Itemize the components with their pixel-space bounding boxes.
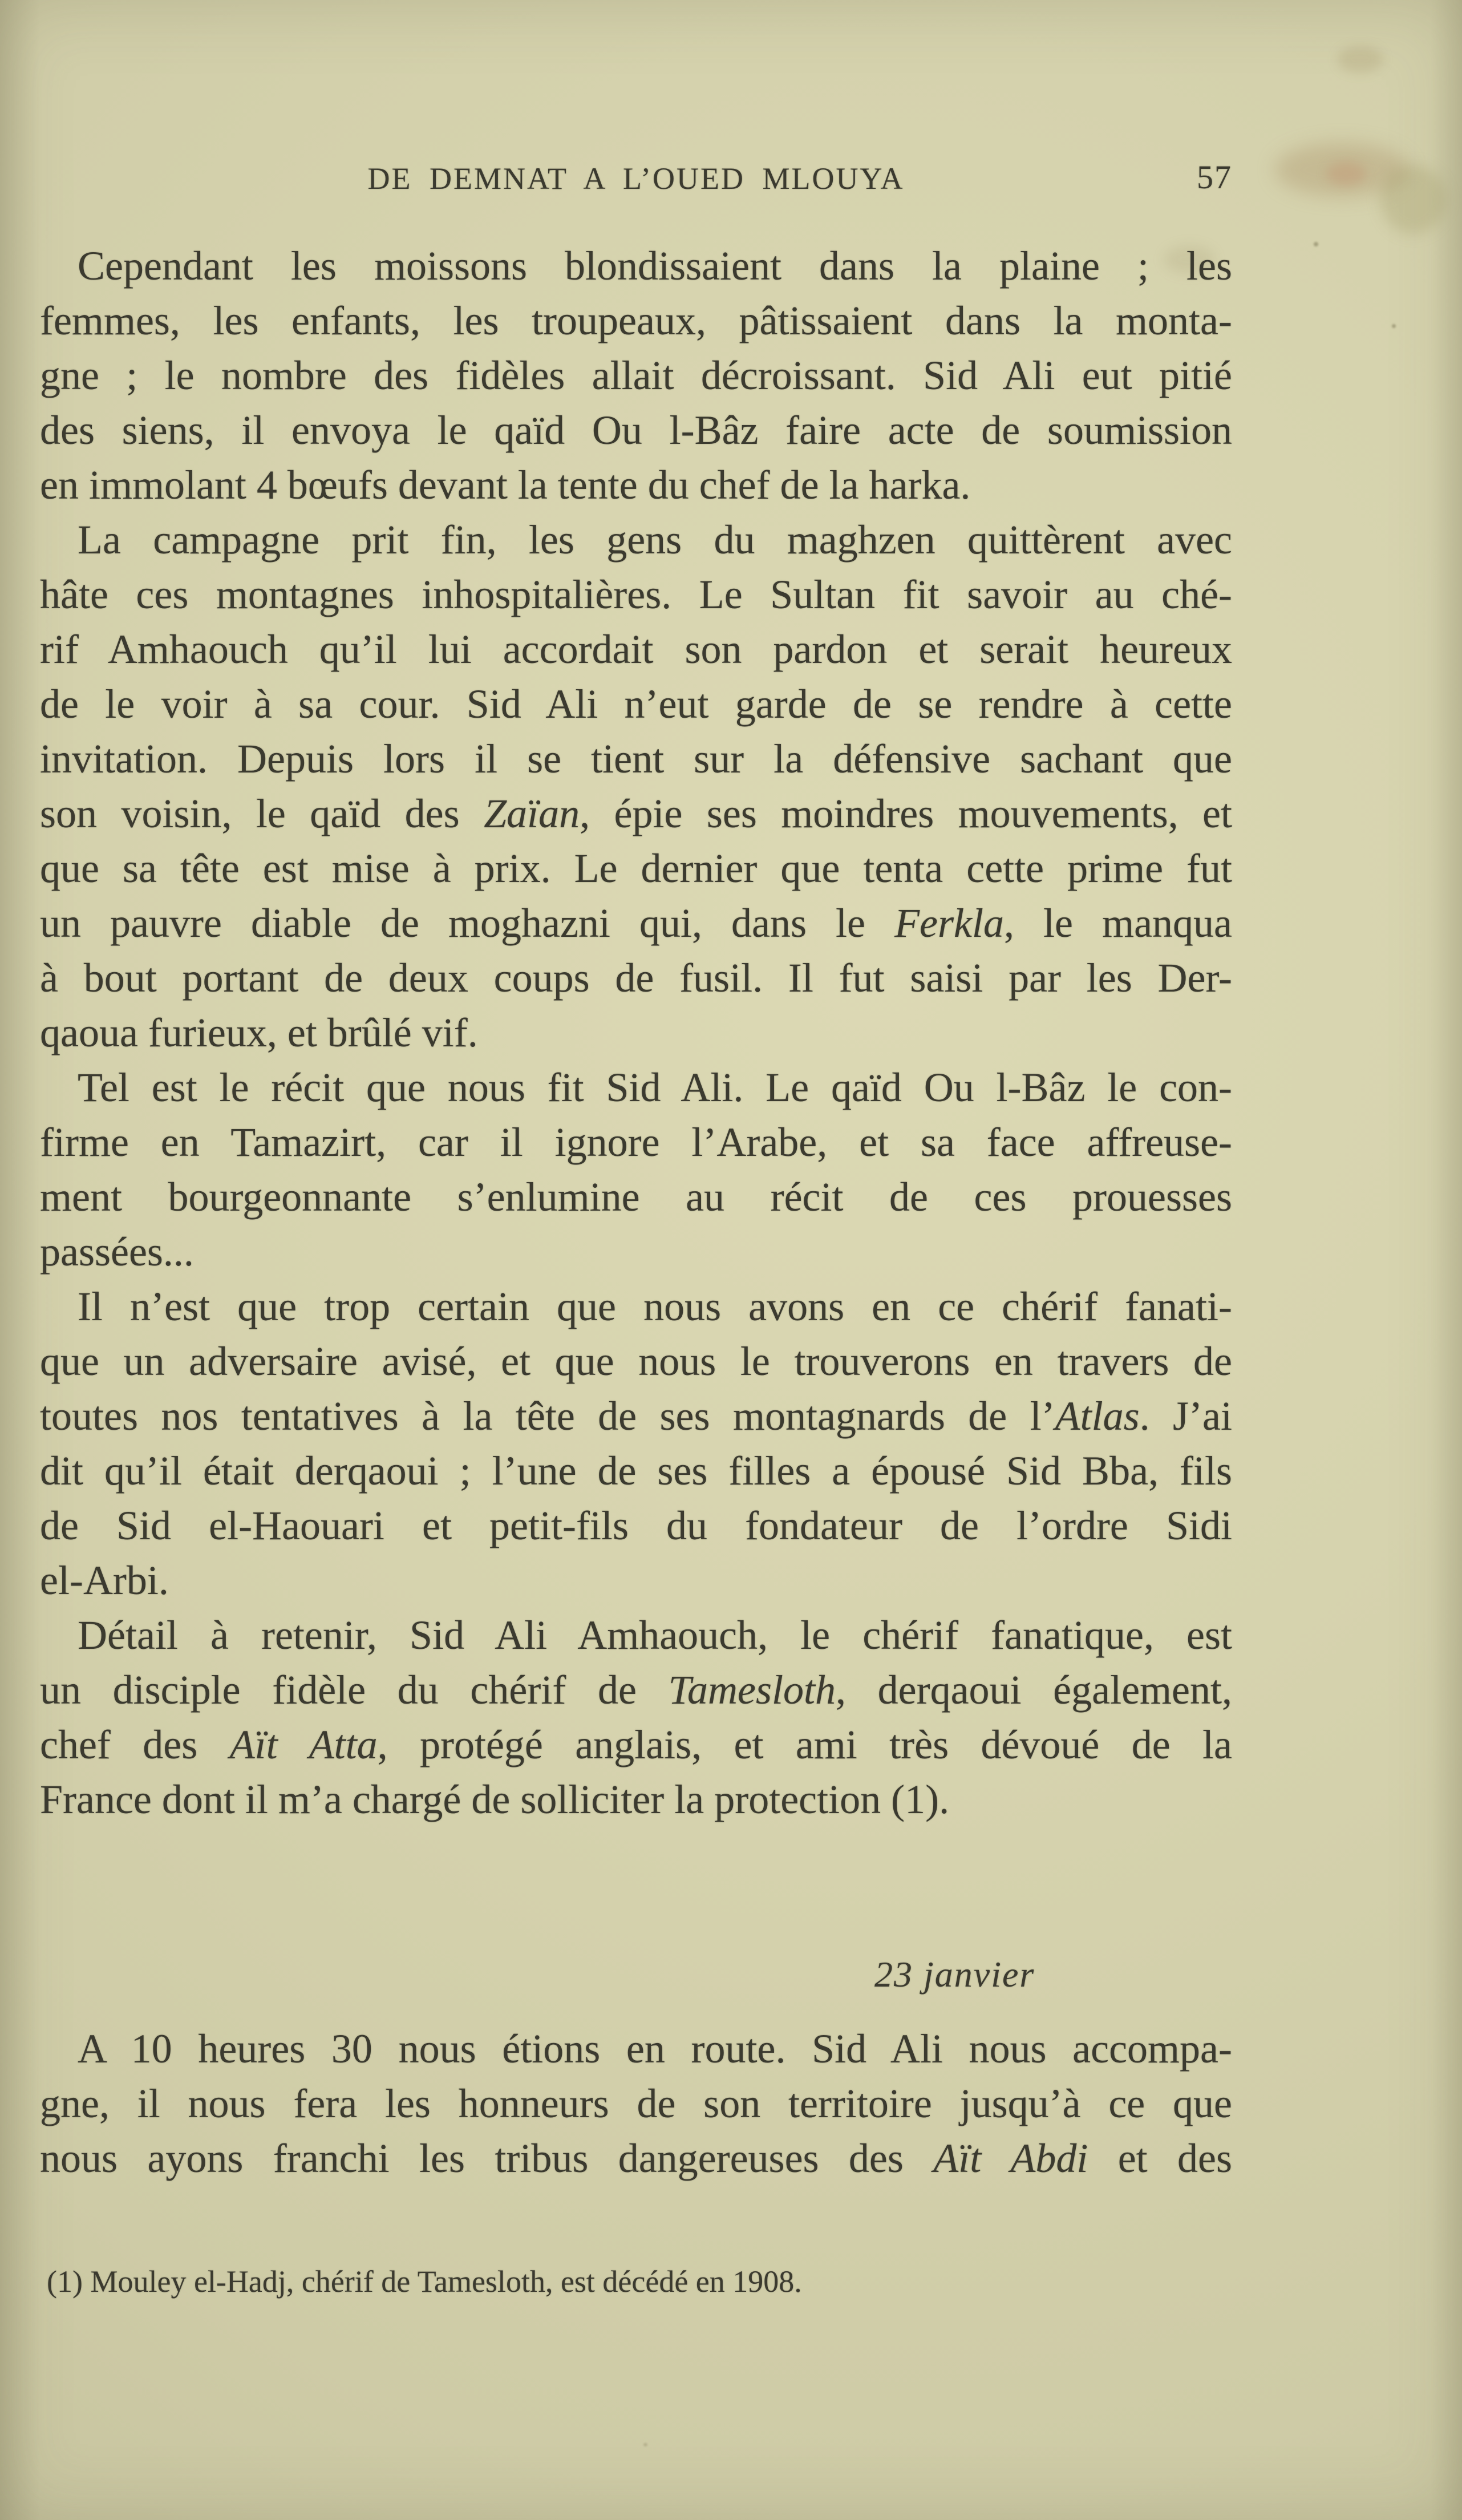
date-heading-area — [874, 1952, 1274, 1997]
text-line: femmes, les enfants, les troupeaux, pâtissaient dans la monta- — [40, 298, 1232, 343]
footnote-area — [40, 2263, 1232, 2300]
text-line: firme en Tamazirt, car il ignore l’Arabe, et sa face affreuse- — [40, 1119, 1232, 1165]
paper-stain — [1275, 143, 1409, 197]
text-line: son voisin, le qaïd des Zaïan, épie ses moindres mouvements, et — [40, 791, 1232, 836]
text-line: passées... — [40, 1229, 194, 1275]
date-heading — [874, 1952, 1274, 1997]
text-line: Tel est le récit que nous fit Sid Ali. Le qaïd Ou l-Bâz le con- — [78, 1065, 1232, 1110]
running-header-title: DE DEMNAT A L’OUED MLOUYA — [367, 161, 905, 196]
text-line: de Sid el-Haouari et petit-fils du fondateur de l’ordre Sidi — [40, 1503, 1232, 1548]
body-text-after-date — [40, 2021, 1232, 2186]
text-line: un disciple fidèle du chérif de Tamesloth, derqaoui également, — [40, 1667, 1233, 1713]
text-line: 23 janvier — [874, 1954, 1035, 1995]
text-line: gne, il nous fera les honneurs de son territoire jusqu’à ce que — [40, 2081, 1232, 2126]
text-line: La campagne prit fin, les gens du maghzen quittèrent avec — [78, 517, 1232, 563]
text-line: Il n’est que trop certain que nous avons en ce chérif fanati- — [78, 1284, 1232, 1329]
text-line: ment bourgeonnante s’enlumine au récit de ces prouesses — [40, 1174, 1232, 1220]
paragraph — [40, 1060, 1232, 1279]
text-line: toutes nos tentatives à la tête de ses montagnards de l’Atlas. J’ai — [40, 1393, 1232, 1439]
paragraph — [40, 512, 1232, 1060]
paragraph — [40, 238, 1232, 512]
text-line: (1) Mouley el-Hadj, chérif de Tamesloth, est décédé en 1908. — [47, 2264, 802, 2299]
text-line: à bout portant de deux coups de fusil. Il fut saisi par les Der- — [40, 955, 1232, 1001]
ink-speck — [1392, 324, 1396, 328]
ink-speck — [643, 2443, 647, 2446]
paragraph — [40, 1608, 1232, 1827]
page-number: 57 — [1197, 159, 1232, 196]
paragraph — [40, 2021, 1232, 2186]
page-gutter-shadow — [0, 0, 40, 2520]
text-line: rif Amhaouch qu’il lui accordait son pardon et serait heureux — [40, 626, 1232, 672]
text-line: A 10 heures 30 nous étions en route. Sid Ali nous accompa- — [78, 2026, 1232, 2072]
page-edge-shadow — [1431, 0, 1462, 2520]
text-line: el-Arbi. — [40, 1558, 169, 1603]
text-line: des siens, il envoya le qaïd Ou l-Bâz faire acte de soumission — [40, 407, 1232, 453]
body-text — [40, 238, 1232, 1827]
text-line: hâte ces montagnes inhospitalières. Le Sultan fit savoir au ché- — [40, 572, 1232, 617]
ink-speck — [1314, 242, 1318, 246]
text-line: en immolant 4 bœufs devant la tente du chef de la harka. — [40, 462, 971, 508]
text-line: Cependant les moissons blondissaient dans la plaine ; les — [78, 243, 1232, 289]
text-line: que un adversaire avisé, et que nous le trouverons en travers de — [40, 1338, 1232, 1384]
text-line: invitation. Depuis lors il se tient sur la défensive sachant que — [40, 736, 1232, 782]
paper-stain — [1338, 46, 1383, 73]
text-line: de le voir à sa cour. Sid Ali n’eut garde de se rendre à cette — [40, 681, 1232, 727]
text-line: chef des Aït Atta, protégé anglais, et ami très dévoué de la — [40, 1722, 1232, 1767]
text-line: que sa tête est mise à prix. Le dernier que tenta cette prime fut — [40, 846, 1232, 891]
text-line: France dont il m’a chargé de solliciter la protection (1). — [40, 1777, 950, 1822]
text-line: Détail à retenir, Sid Ali Amhaouch, le chérif fanatique, est — [78, 1612, 1232, 1658]
text-line: gne ; le nombre des fidèles allait décroissant. Sid Ali eut pitié — [40, 353, 1232, 398]
text-line: un pauvre diable de moghazni qui, dans le Ferkla, le manqua — [40, 900, 1232, 946]
text-line: nous ayons franchi les tribus dangereuses des Aït Abdi et des — [40, 2135, 1233, 2181]
paragraph — [40, 1279, 1232, 1608]
paper-stain — [1326, 161, 1366, 185]
footnote — [40, 2263, 1232, 2300]
text-line: qaoua furieux, et brûlé vif. — [40, 1010, 478, 1055]
text-line: dit qu’il était derqaoui ; l’une de ses filles a épousé Sid Bba, fils — [40, 1448, 1232, 1494]
running-header — [40, 161, 1232, 201]
